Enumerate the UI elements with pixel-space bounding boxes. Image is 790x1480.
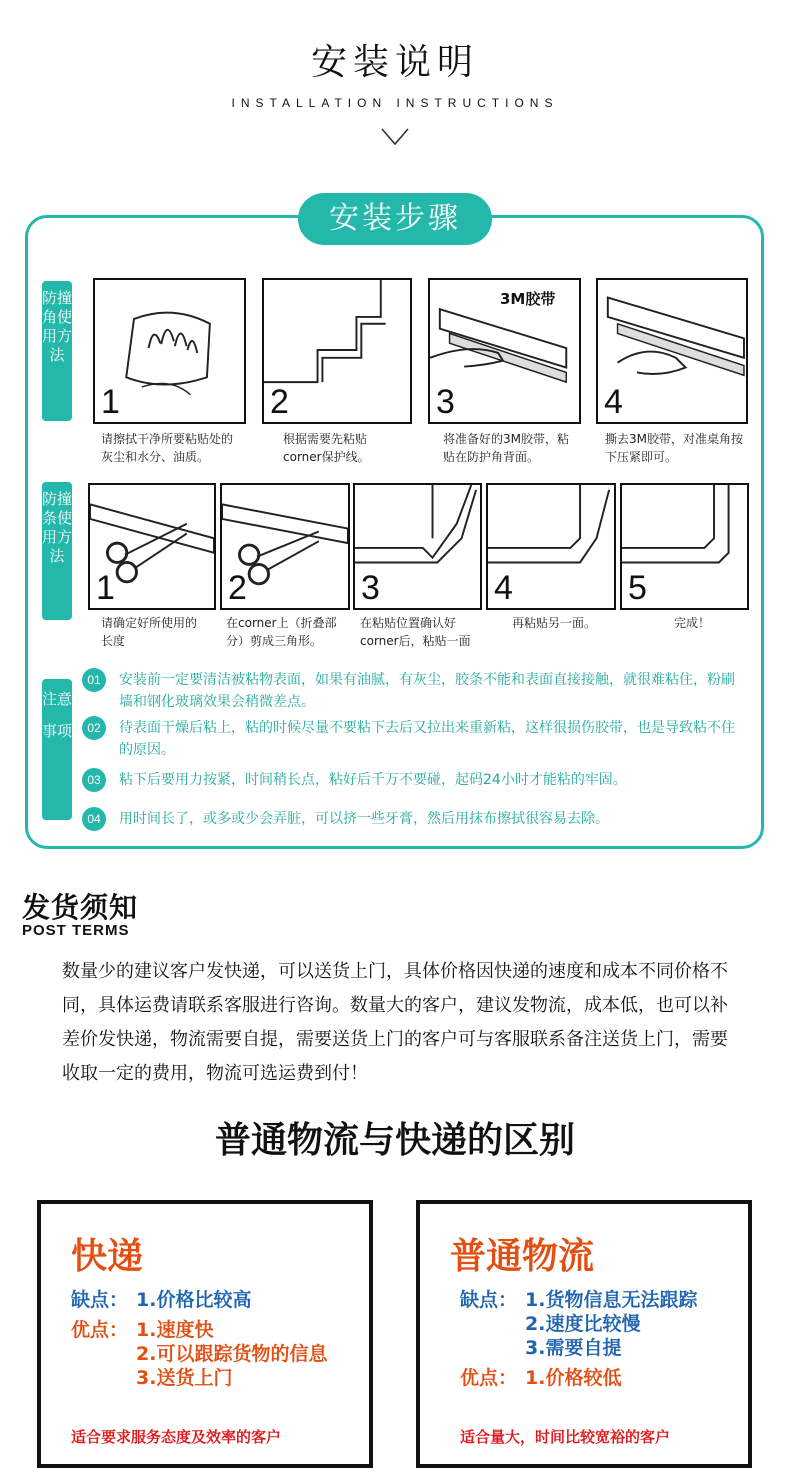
strip-step-3-panel <box>353 483 482 610</box>
logistics-box <box>416 1200 752 1468</box>
express-pro-item: 1.速度快 <box>136 1319 214 1341</box>
strip-step-4-caption: 再粘贴另一面。 <box>512 616 597 630</box>
step-number: 1 <box>96 569 115 607</box>
comparison-title: 普通物流与快递的区别 <box>214 1120 575 1161</box>
express-footer: 适合要求服务态度及效率的客户 <box>71 1428 282 1446</box>
logistics-pros-label: 优点： <box>460 1367 518 1389</box>
express-con-item: 1.价格比较高 <box>136 1289 252 1311</box>
step-number: 2 <box>228 569 247 607</box>
page-subtitle: INSTALLATION INSTRUCTIONS <box>231 96 559 110</box>
logistics-con-item: 2.速度比较慢 <box>525 1313 641 1335</box>
step-number: 4 <box>494 569 513 607</box>
corner-step-2-caption: 根据需要先粘贴corner保护线。 <box>283 432 370 464</box>
note-item <box>82 716 742 762</box>
logistics-cons-label: 缺点： <box>460 1289 518 1311</box>
note-item <box>82 668 742 714</box>
notes-tab: 注意事项 <box>42 679 72 820</box>
note-text: 安装前一定要清洁被粘物表面，如果有油腻，有灰尘，胶条不能和表面直接接触，就很难粘住，粉刷墙和钢化玻璃效果会稍微差点。 <box>119 672 735 710</box>
corner-usage-tab: 防撞角使用方法 <box>42 281 72 421</box>
corner-step-4-caption: 撕去3M胶带，对准桌角按下压紧即可。 <box>605 432 743 464</box>
note-number-badge: 02 <box>82 716 106 740</box>
logistics-pro-item: 1.价格较低 <box>525 1367 622 1389</box>
post-terms-subtitle: POST TERMS <box>22 922 130 939</box>
logistics-heading: 普通物流 <box>450 1236 595 1277</box>
note-item <box>82 807 742 831</box>
chevron-down-icon <box>380 126 410 148</box>
page-title: 安装说明 <box>310 42 479 83</box>
express-pros-label: 优点： <box>71 1319 129 1341</box>
express-box <box>37 1200 373 1468</box>
post-terms-title: 发货须知 <box>22 891 139 924</box>
strip-step-1-caption: 请确定好所使用的长度 <box>101 616 198 648</box>
logistics-con-item: 3.需要自提 <box>525 1337 622 1359</box>
note-item <box>82 768 742 792</box>
logistics-footer: 适合量大，时间比较宽裕的客户 <box>460 1428 671 1446</box>
express-pro-item: 3.送货上门 <box>136 1367 233 1389</box>
step-number: 1 <box>101 383 120 421</box>
tape-label: 3M胶带 <box>500 290 556 308</box>
logistics-con-item: 1.货物信息无法跟踪 <box>525 1289 698 1311</box>
strip-step-5-caption: 完成！ <box>674 616 711 630</box>
strip-step-1-panel <box>88 483 216 610</box>
step-number: 2 <box>270 383 289 421</box>
express-heading: 快递 <box>71 1236 144 1277</box>
corner-step-1-panel <box>93 278 246 424</box>
corner-step-4-panel <box>596 278 748 424</box>
strip-step-2-panel <box>220 483 350 610</box>
corner-step-1-caption: 请擦拭干净所要粘贴处的灰尘和水分、油质。 <box>101 432 234 464</box>
strip-step-2-caption: 在corner上（折叠部分）剪成三角形。 <box>226 616 337 648</box>
strip-step-3-caption: 在粘贴位置确认好corner后，粘贴一面 <box>360 616 471 648</box>
note-number-badge: 03 <box>82 768 106 792</box>
post-terms-body: 数量少的建议客户发快递，可以送货上门，具体价格因快递的速度和成本不同价格不同，具体运费请联系客服进行咨询。数量大的客户，建议发物流，成本低，也可以补差价发快递，物流需要自提，需要送货上门的客户可与客服联系备注送货上门，需要收取一定的费用，物流可选运费到付！ <box>62 961 728 1084</box>
step-number: 3 <box>436 383 455 421</box>
corner-step-3-caption: 将准备好的3M胶带，粘贴在防护角背面。 <box>443 432 569 464</box>
strip-step-4-panel <box>486 483 616 610</box>
note-number-badge: 04 <box>82 807 106 831</box>
express-cons-label: 缺点： <box>71 1289 129 1311</box>
step-number: 4 <box>604 383 623 421</box>
corner-step-3-panel <box>428 278 581 424</box>
strip-usage-tab: 防撞条使用方法 <box>42 482 72 620</box>
step-number: 5 <box>628 569 647 607</box>
note-number-badge: 01 <box>82 668 106 692</box>
express-pro-item: 2.可以跟踪货物的信息 <box>136 1343 328 1365</box>
note-text: 用时间长了，或多或少会弄脏，可以挤一些牙膏，然后用抹布擦拭很容易去除。 <box>119 811 609 827</box>
note-text: 待表面干燥后粘上，粘的时候尽量不要粘下去后又拉出来重新粘，这样很损伤胶带，也是导致粘不住的原因。 <box>119 720 735 758</box>
step-number: 3 <box>361 569 380 607</box>
note-text: 粘下后要用力按紧，时间稍长点，粘好后千万不要碰，起码24小时才能粘的牢固。 <box>119 772 627 788</box>
corner-step-2-panel <box>262 278 412 424</box>
strip-step-5-panel <box>620 483 749 610</box>
steps-badge: 安装步骤 <box>298 193 492 245</box>
